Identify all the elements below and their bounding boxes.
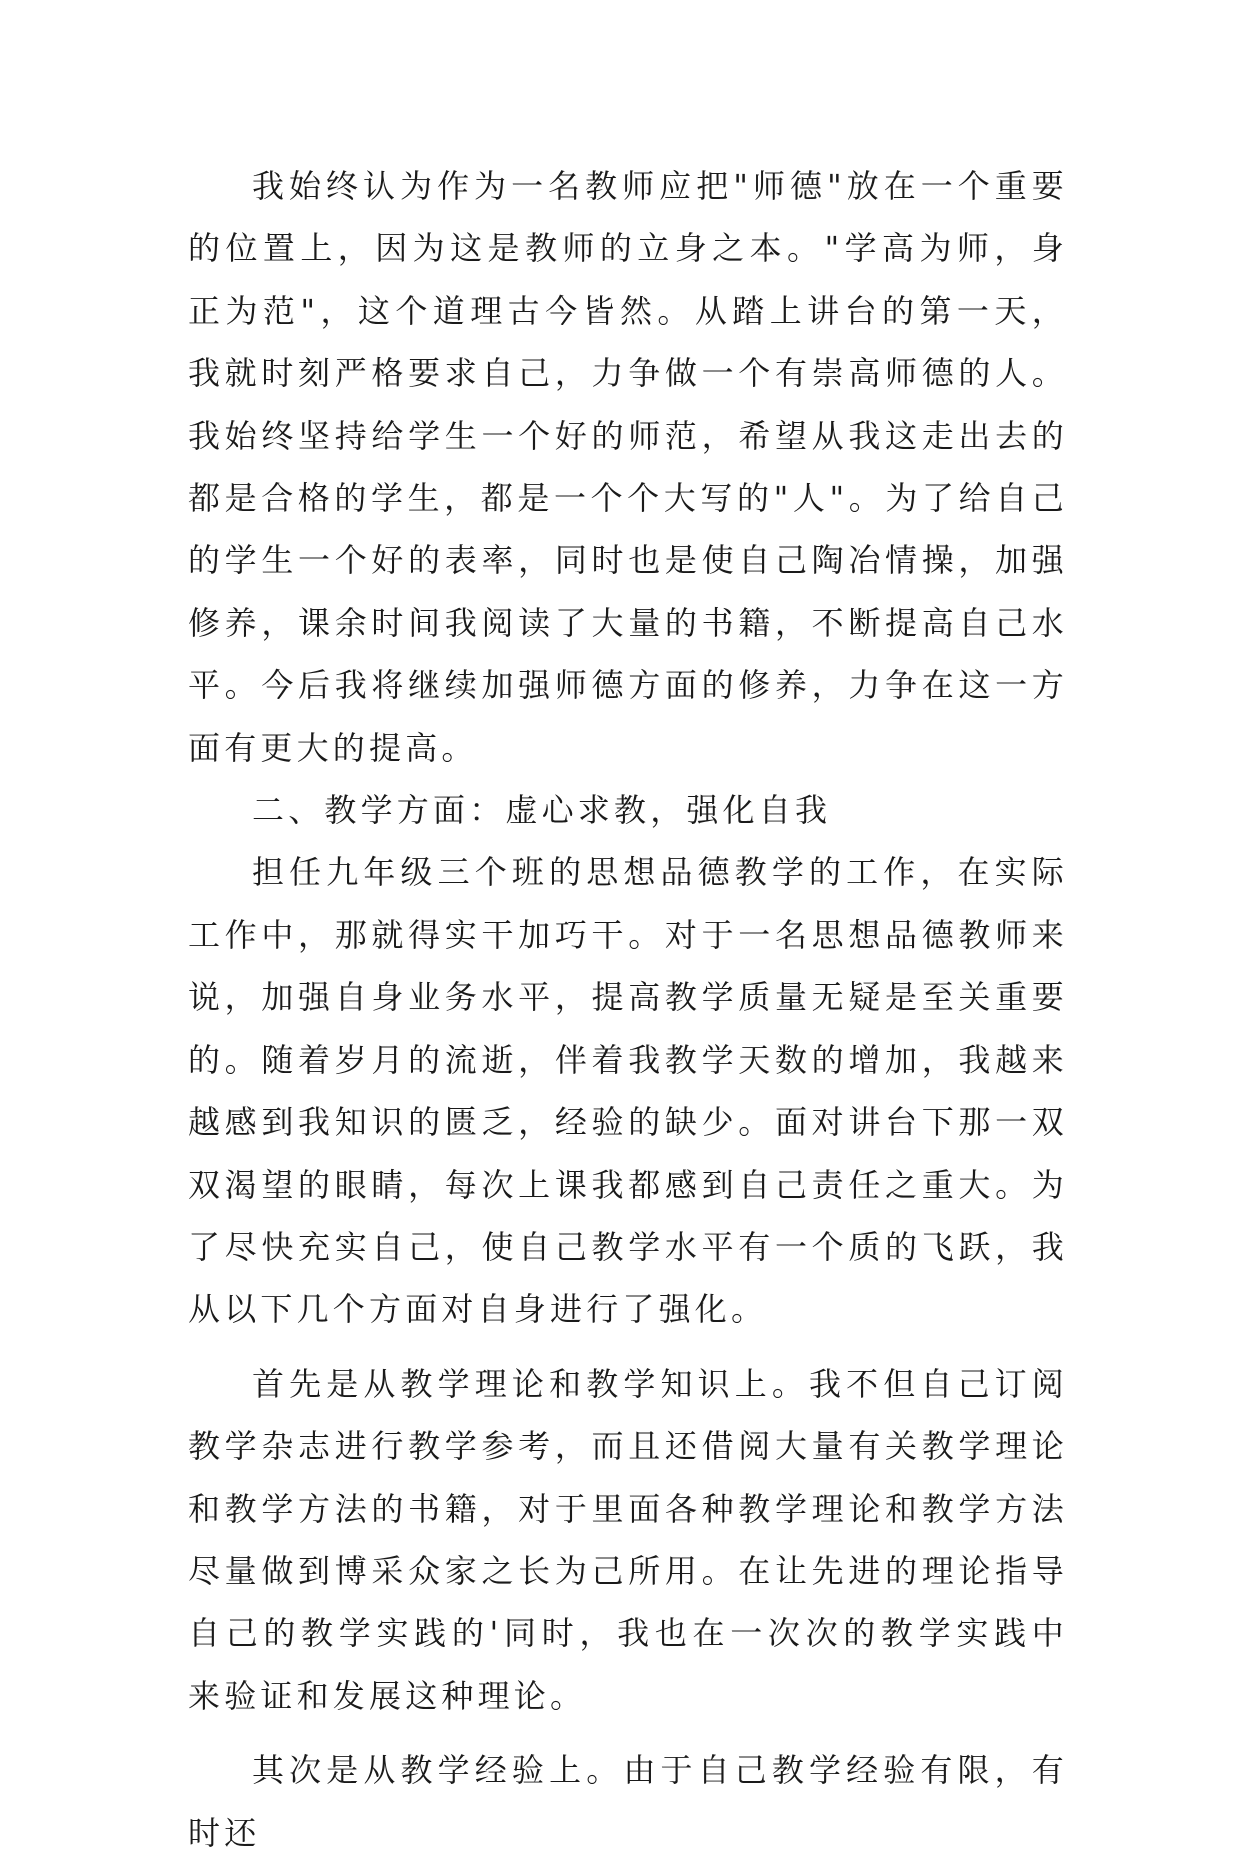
- paragraph-teaching-theory: 首先是从教学理论和教学知识上。我不但自己订阅教学杂志进行教学参考，而且还借阅大量有关教学理论和教学方法的书籍，对于里面各种教学理论和教学方法尽量做到博采众家之长为己所用。在让先进的理论指导自己的教学实践的'同时，我也在一次次的教学实践中来验证和发展这种理论。: [188, 1364, 1068, 1715]
- section-heading-teaching: 二、教学方面：虚心求教，强化自我: [252, 791, 832, 830]
- paragraph-teaching-work: 担任九年级三个班的思想品德教学的工作，在实际工作中，那就得实干加巧干。对于一名思想品德教师来说，加强自身业务水平，提高教学质量无疑是至关重要的。随着岁月的流逝，伴着我教学天数的增加，我越来越感到我知识的匮乏，经验的缺少。面对讲台下那一双双渴望的眼睛，每次上课我都感到自己责任之重大。为了尽快充实自己，使自己教学水平有一个质的飞跃，我从以下几个方面对自身进行了强化。: [188, 853, 1068, 1329]
- paragraph-teacher-ethics: 我始终认为作为一名教师应把"师德"放在一个重要的位置上，因为这是教师的立身之本。"学高为师，身正为范"，这个道理古今皆然。从踏上讲台的第一天，我就时刻严格要求自己，力争做一个有崇高师德的人。我始终坚持给学生一个好的师范，希望从我这走出去的都是合格的学生，都是一个个大写的"人"。为了给自己的学生一个好的表率，同时也是使自己陶冶情操，加强修养，课余时间我阅读了大量的书籍，不断提高自己水平。今后我将继续加强师德方面的修养，力争在这一方面有更大的提高。: [188, 167, 1068, 767]
- paragraph-teaching-experience: 其次是从教学经验上。由于自己教学经验有限，有时还: [188, 1751, 1068, 1852]
- document-body: [188, 155, 1068, 1864]
